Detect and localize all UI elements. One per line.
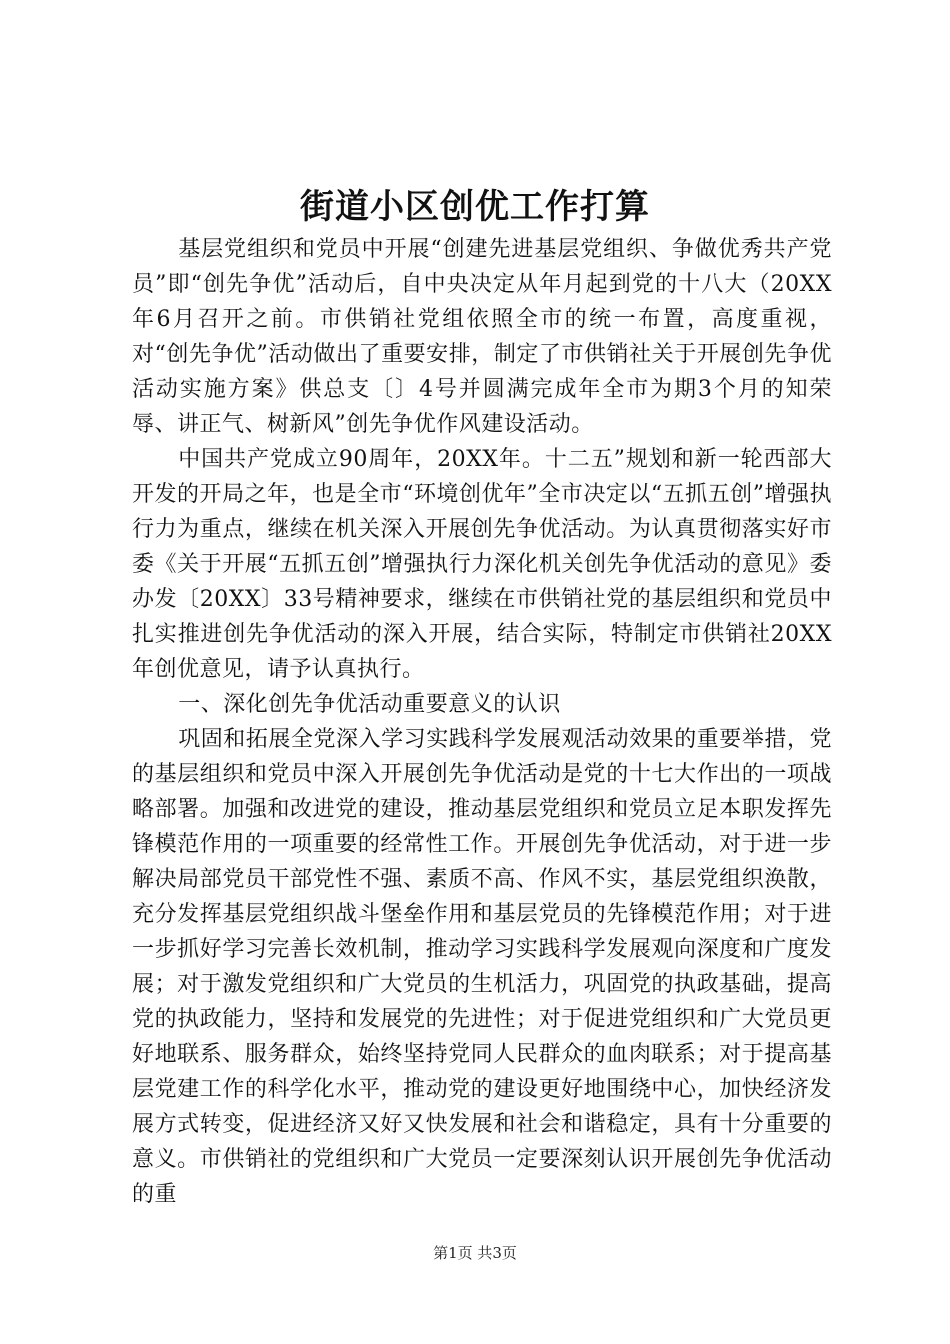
section-heading-1: 一、深化创先争优活动重要意义的认识	[178, 692, 561, 717]
paragraph-intro: 基层党组织和党员中开展“创建先进基层党组织、争做优秀共产党员”即“创先争优”活动后，自中央决定从年月起到党的十八大（20XX年6月召开之前。市供销社党组依照全市的统一布置，高度重视，对“创先争优”活动做出了重要安排，制定了市供销社关于开展创先争优活动实施方案》供总支〔〕4号并圆满完成年全市为期3个月的知荣辱、讲正气、树新风”创先争优作风建设活动。	[132, 237, 832, 437]
page-number-footer: 第1页 共3页	[433, 1244, 517, 1262]
paragraph-significance: 巩固和拓展全党深入学习实践科学发展观活动效果的重要举措，党的基层组织和党员中深入开展创先争优活动是党的十七大作出的一项战略部署。加强和改进党的建设，推动基层党组织和党员立足本职发挥先锋模范作用的一项重要的经常性工作。开展创先争优活动，对于进一步解决局部党员干部党性不强、素质不高、作风不实，基层党组织涣散，充分发挥基层党组织战斗堡垒作用和基层党员的先锋模范作用；对于进一步抓好学习完善长效机制，推动学习实践科学发展观向深度和广度发展；对于激发党组织和广大党员的生机活力，巩固党的执政基础，提高党的执政能力，坚持和发展党的先进性；对于促进党组织和广大党员更好地联系、服务群众，始终坚持党同人民群众的血肉联系；对于提高基层党建工作的科学化水平，推动党的建设更好地围绕中心，加快经济发展方式转变，促进经济又好又快发展和社会和谐稳定，具有十分重要的意义。市供销社的党组织和广大党员一定要深刻认识开展创先争优活动的重	[132, 727, 832, 1207]
paragraph-background: 中国共产党成立90周年，20XX年。十二五”规划和新一轮西部大开发的开局之年，也是全市“环境创优年”全市决定以“五抓五创”增强执行力为重点，继续在机关深入开展创先争优活动。为认真贯彻落实好市委《关于开展“五抓五创”增强执行力深化机关创先争优活动的意见》委办发〔20XX〕33号精神要求，继续在市供销社党的基层组织和党员中扎实推进创先争优活动的深入开展，结合实际，特制定市供销社20XX年创优意见，请予认真执行。	[132, 447, 832, 682]
document-body	[132, 232, 832, 1212]
document-title: 街道小区创优工作打算	[300, 187, 650, 227]
